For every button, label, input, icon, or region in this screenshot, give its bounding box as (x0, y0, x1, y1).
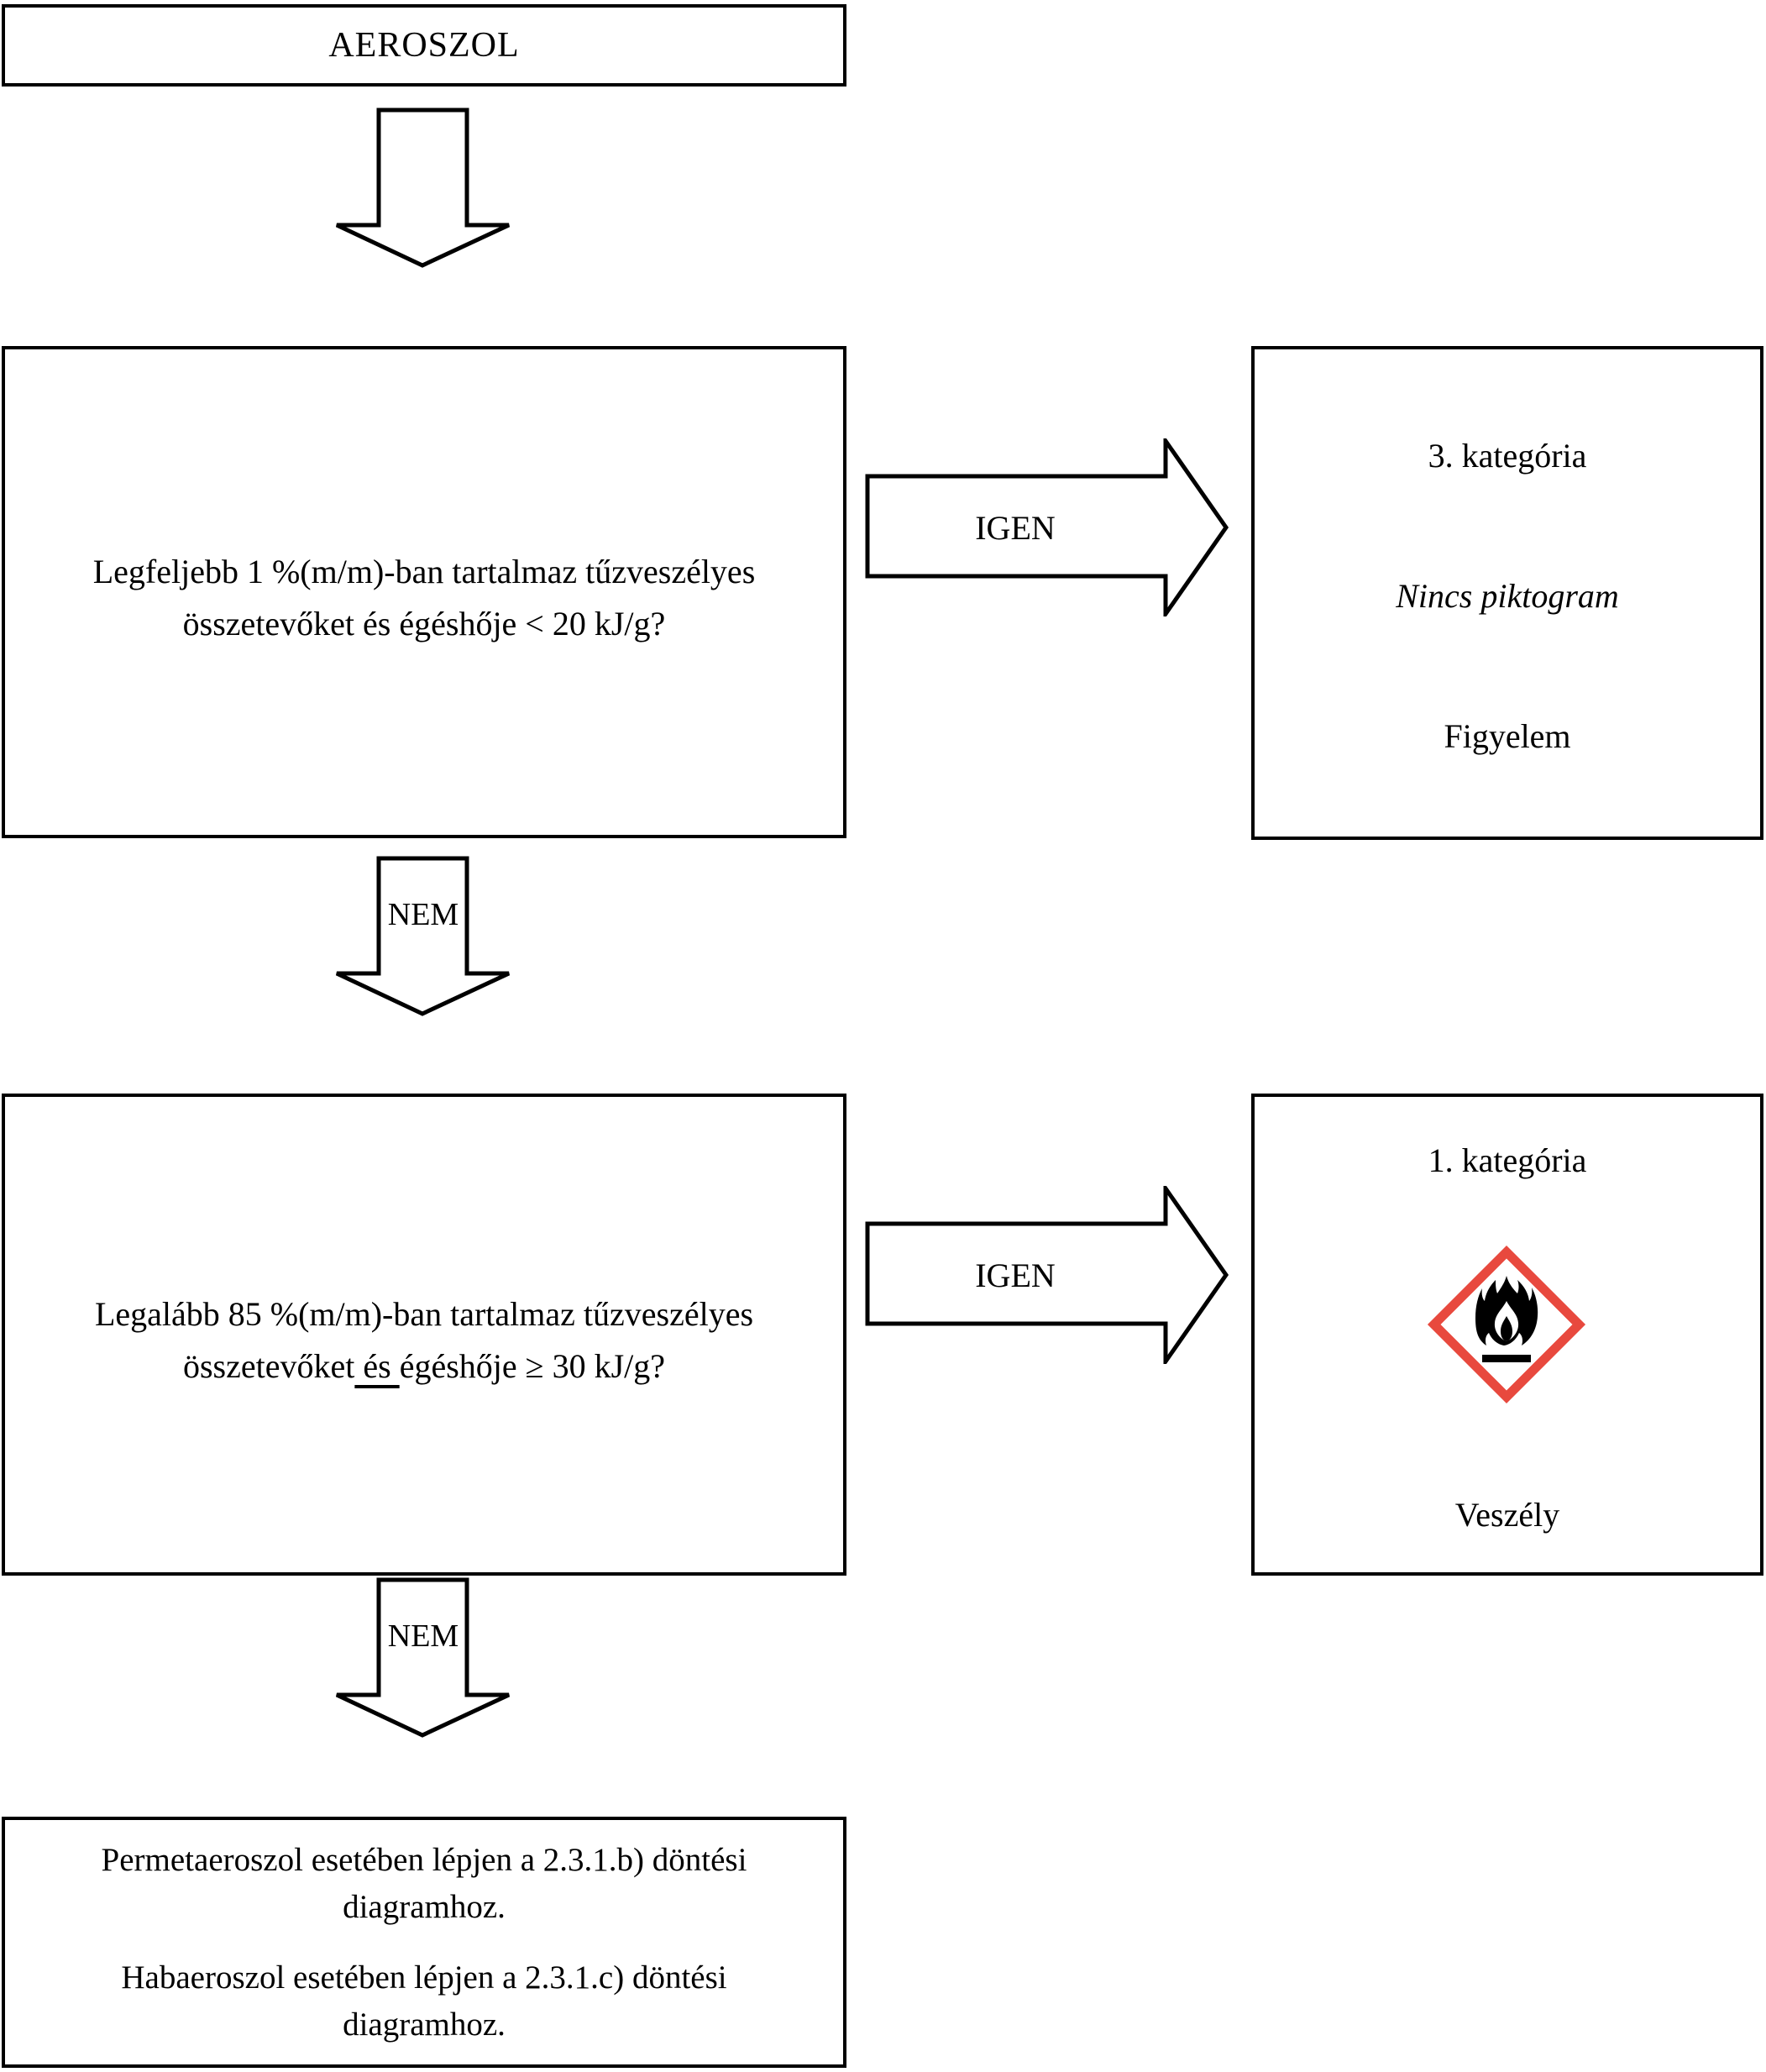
category-3-title: 3. kategória (1428, 437, 1587, 475)
question-1-line-1: Legfeljebb 1 %(m/m)-ban tartalmaz tűzveszélyes (92, 553, 756, 590)
result-category-3-node (1251, 346, 1763, 840)
question-2-line-2 (183, 1340, 665, 1393)
terminal-line-2: diagramhoz. (343, 1888, 506, 1925)
category-3-signal-word: Figyelem (1444, 717, 1571, 755)
question-2-line-2-after: égéshője ≥ 30 kJ/g? (399, 1347, 666, 1385)
question-1-node (2, 346, 846, 838)
flame-base-line (1482, 1355, 1531, 1362)
no-arrow-2-icon (335, 1577, 511, 1739)
start-node-label: AEROSZOL (328, 26, 520, 65)
question-2-line-2-before: összetevőket (182, 1347, 355, 1385)
question-2-line-2-underlined: és (354, 1347, 400, 1385)
yes-arrow-2-icon (865, 1186, 1231, 1364)
terminal-line-3: Habaeroszol esetében lépjen a 2.3.1.c) döntési (121, 1959, 727, 1996)
question-1-line-2: összetevőket és égéshője < 20 kJ/g? (182, 605, 666, 643)
yes-arrow-1-shape (867, 441, 1226, 614)
ghs02-flame-pictogram-icon (1423, 1241, 1590, 1408)
no-arrow-1-label: NEM (387, 897, 459, 932)
question-2-line-1: Legalább 85 %(m/m)-ban tartalmaz tűzveszélyes (94, 1295, 754, 1333)
category-3-pictogram-note: Nincs piktogram (1396, 577, 1619, 615)
category-1-signal-word: Veszély (1454, 1496, 1560, 1534)
down-arrow-shape (337, 110, 509, 265)
no-arrow-1-shape (337, 858, 509, 1014)
no-arrow-2-label: NEM (387, 1618, 459, 1654)
start-node (2, 4, 846, 87)
result-category-1-node (1251, 1094, 1763, 1576)
no-arrow-2-shape (337, 1580, 509, 1735)
terminal-node (2, 1817, 846, 2068)
no-arrow-1-icon (335, 856, 511, 1017)
yes-arrow-2-shape (867, 1188, 1226, 1361)
down-arrow-icon (335, 108, 511, 269)
category-1-title: 1. kategória (1428, 1141, 1587, 1179)
question-2-node (2, 1094, 846, 1576)
terminal-line-1: Permetaeroszol esetében lépjen a 2.3.1.b) döntési (101, 1841, 747, 1878)
yes-arrow-1-icon (865, 438, 1231, 616)
yes-arrow-2-label: IGEN (975, 1256, 1056, 1294)
terminal-line-4: diagramhoz. (343, 2006, 506, 2043)
yes-arrow-1-label: IGEN (975, 508, 1056, 547)
